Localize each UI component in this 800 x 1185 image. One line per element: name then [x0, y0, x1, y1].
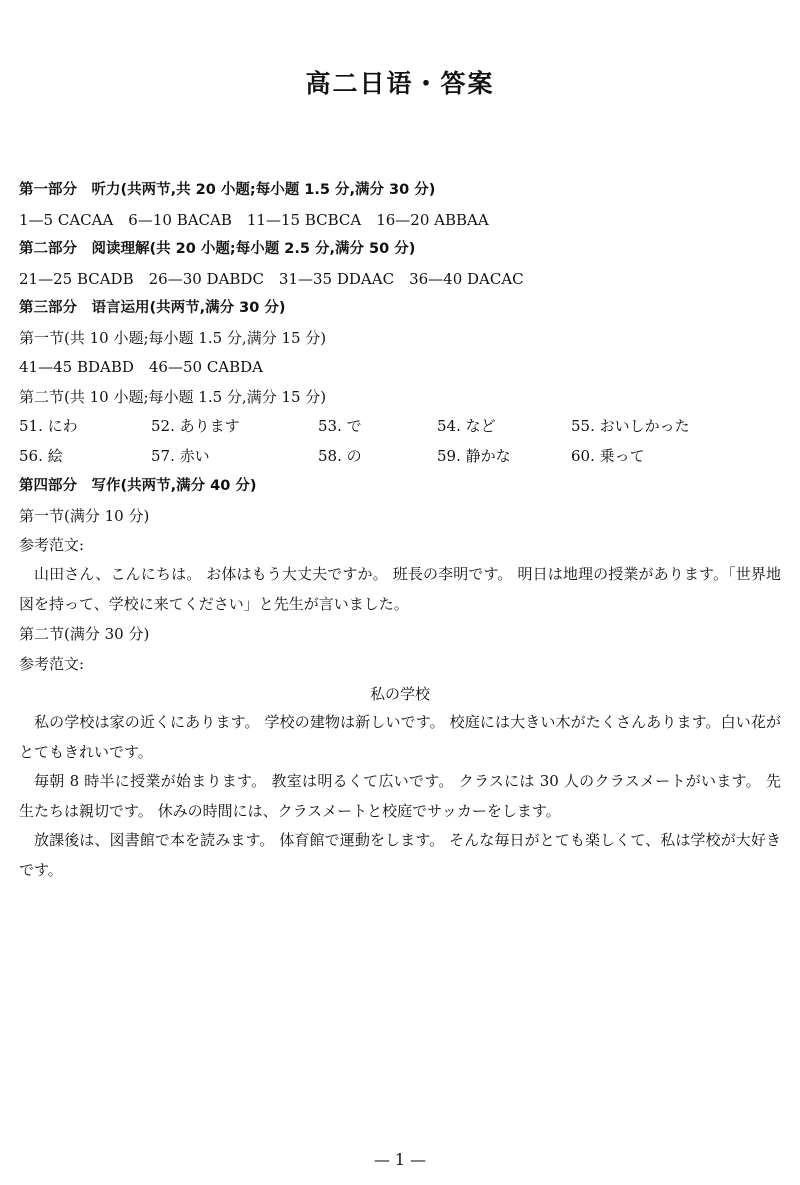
- part3-section1-answers: 41—45 BDABD 46—50 CABDA: [19, 358, 264, 376]
- part3-section2-heading: 第二节(共 10 小题;每小题 1.5 分,满分 15 分): [19, 388, 327, 406]
- part4-heading: 第四部分 写作(共两节,满分 40 分): [19, 478, 257, 494]
- answer-row-1: [19, 416, 779, 436]
- part3-section1-heading: 第一节(共 10 小题;每小题 1.5 分,满分 15 分): [19, 329, 327, 347]
- answer-52: 52. あります: [151, 417, 240, 435]
- essay-paragraph-3: 放課後は、図書館で本を読みます。 体育館で運動をします。 そんな毎日がとても楽しくて、私は学校が大好きです。: [19, 831, 781, 879]
- answer-54: 54. など: [437, 417, 496, 435]
- part4-section2-heading: 第二节(满分 30 分): [19, 625, 150, 643]
- sample-text-1: 山田さん、こんにちは。 お体はもう大丈夫ですか。 班長の李明です。 明日は地理の授業があります。「世界地図を持って、学校に来てください」と先生が言いました。: [19, 565, 781, 613]
- essay-title: 私の学校: [369, 685, 430, 703]
- answer-56: 56. 絵: [19, 447, 63, 465]
- page-title: 高二日语・答案: [305, 69, 495, 98]
- essay-paragraph-2: 毎朝 8 時半に授業が始まります。 教室は明るくて広いです。 クラスには 30 人のクラスメートがいます。 先生たちは親切です。 休みの時間には、クラスメートと校庭でサッカーをします。: [19, 772, 781, 820]
- part2-heading: 第二部分 阅读理解(共 20 小题;每小题 2.5 分,满分 50 分): [19, 241, 416, 257]
- essay-paragraph-1: 私の学校は家の近くにあります。 学校の建物は新しいです。 校庭には大きい木がたくさんあります。白い花がとてもきれいです。: [19, 713, 781, 761]
- answer-55: 55. おいしかった: [571, 417, 690, 435]
- part1-heading: 第一部分 听力(共两节,共 20 小题;每小题 1.5 分,满分 30 分): [19, 182, 436, 198]
- sample-label-1: 参考范文:: [19, 536, 85, 554]
- answer-59: 59. 静かな: [437, 447, 511, 465]
- sample-label-2: 参考范文:: [19, 655, 85, 673]
- part1-answers: 1—5 CACAA 6—10 BACAB 11—15 BCBCA 16—20 ABBAA: [19, 211, 489, 229]
- answer-row-2: [19, 446, 779, 466]
- answer-60: 60. 乗って: [571, 447, 645, 465]
- answer-51: 51. にわ: [19, 417, 78, 435]
- page-number: — 1 —: [373, 1150, 427, 1169]
- part4-section1-heading: 第一节(满分 10 分): [19, 507, 150, 525]
- part2-answers: 21—25 BCADB 26—30 DABDC 31—35 DDAAC 36—40 DACAC: [19, 270, 524, 288]
- answer-58: 58. の: [318, 447, 362, 465]
- part3-heading: 第三部分 语言运用(共两节,满分 30 分): [19, 300, 286, 316]
- answer-57: 57. 赤い: [151, 447, 210, 465]
- answer-53: 53. で: [318, 417, 362, 435]
